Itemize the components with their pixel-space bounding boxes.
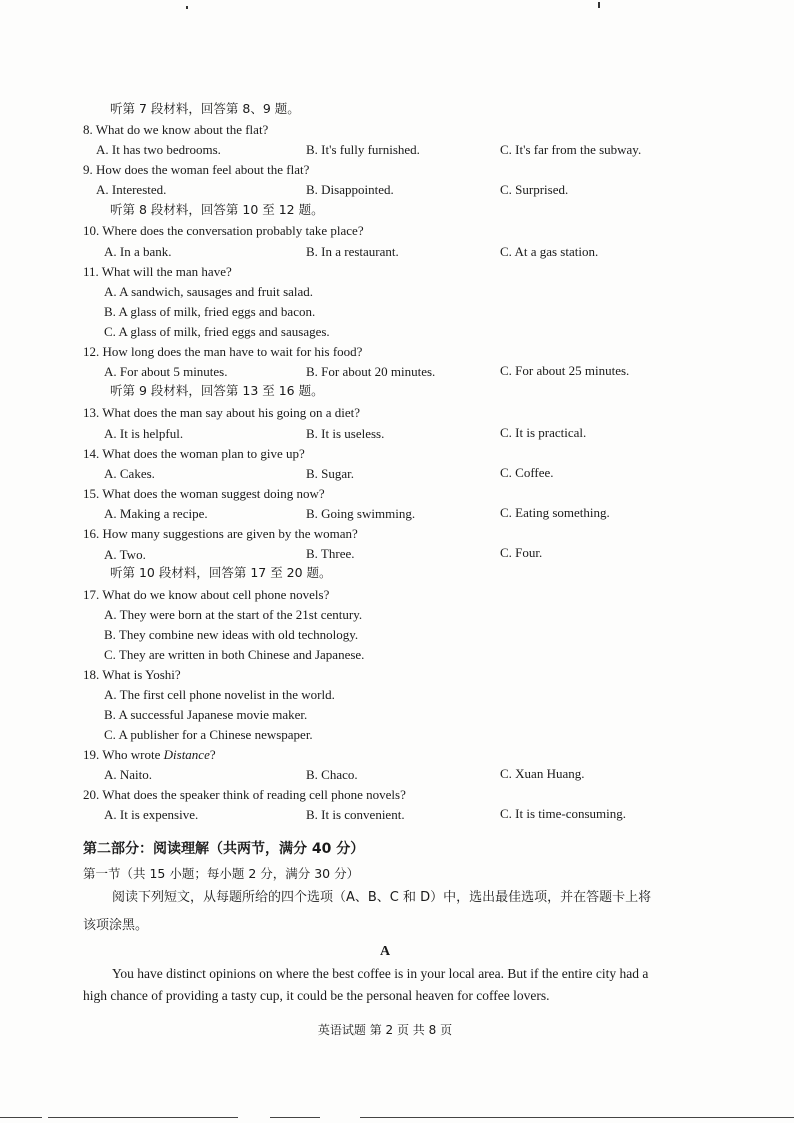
question-18-option-c: C. A publisher for a Chinese newspaper. xyxy=(104,727,313,742)
part-two-subtitle: 第一节（共 15 小题；每小题 2 分，满分 30 分） xyxy=(83,866,360,881)
question-19-option-a: A. Naito. xyxy=(104,767,153,782)
question-16-option-a: A. Two. xyxy=(104,547,146,562)
instruction-line-2: 该项涂黑。 xyxy=(83,918,149,933)
question-12-stem: 12. How long does the man have to wait for his food? xyxy=(83,344,363,359)
question-9-stem: 9. How does the woman feel about the flat? xyxy=(83,162,310,177)
question-18-option-a: A. The first cell phone novelist in the world. xyxy=(104,687,335,702)
question-10-option-b: B. In a restaurant. xyxy=(306,244,399,259)
scan-speck xyxy=(598,2,600,8)
section-10-heading: 听第 10 段材料，回答第 17 至 20 题。 xyxy=(110,565,332,580)
question-20-stem: 20. What does the speaker think of reading cell phone novels? xyxy=(83,787,406,802)
scan-edge-rule xyxy=(48,1117,238,1118)
question-11-option-a: A. A sandwich, sausages and fruit salad. xyxy=(104,284,314,299)
question-19-book-title: Distance xyxy=(163,747,210,762)
question-19-option-b: B. Chaco. xyxy=(306,767,358,782)
question-10-option-a: A. In a bank. xyxy=(104,244,172,259)
question-17-stem: 17. What do we know about cell phone novels? xyxy=(83,587,330,602)
section-9-heading: 听第 9 段材料，回答第 13 至 16 题。 xyxy=(110,383,324,398)
question-13-stem: 13. What does the man say about his going on a diet? xyxy=(83,405,361,420)
question-11-stem: 11. What will the man have? xyxy=(83,264,232,279)
question-15-stem: 15. What does the woman suggest doing now? xyxy=(83,486,325,501)
question-20-option-a: A. It is expensive. xyxy=(104,807,199,822)
question-8-option-b: B. It's fully furnished. xyxy=(306,142,420,157)
instruction-line-1: 阅读下列短文，从每题所给的四个选项（A、B、C 和 D）中，选出最佳选项，并在答题卡上将 xyxy=(112,890,652,905)
question-17-option-b: B. They combine new ideas with old technology. xyxy=(104,627,359,642)
question-17-option-c: C. They are written in both Chinese and Japanese. xyxy=(104,647,365,662)
question-12-option-c: C. For about 25 minutes. xyxy=(500,363,630,378)
question-20-option-b: B. It is convenient. xyxy=(306,807,405,822)
question-14-stem: 14. What does the woman plan to give up? xyxy=(83,446,305,461)
question-19-option-c: C. Xuan Huang. xyxy=(500,766,585,781)
scan-edge-rule xyxy=(0,1117,42,1118)
section-8-heading: 听第 8 段材料，回答第 10 至 12 题。 xyxy=(110,202,324,217)
question-18-stem: 18. What is Yoshi? xyxy=(83,667,181,682)
question-15-option-c: C. Eating something. xyxy=(500,505,610,520)
question-13-option-c: C. It is practical. xyxy=(500,425,587,440)
question-12-option-b: B. For about 20 minutes. xyxy=(306,364,436,379)
question-14-option-c: C. Coffee. xyxy=(500,465,554,480)
part-two-title: 第二部分：阅读理解（共两节，满分 40 分） xyxy=(83,841,365,857)
question-14-option-a: A. Cakes. xyxy=(104,466,155,481)
scan-edge-rule xyxy=(360,1117,794,1118)
question-8-option-c: C. It's far from the subway. xyxy=(500,142,642,157)
question-16-option-c: C. Four. xyxy=(500,545,543,560)
question-15-option-a: A. Making a recipe. xyxy=(104,506,208,521)
scan-edge-rule xyxy=(270,1117,320,1118)
question-12-option-a: A. For about 5 minutes. xyxy=(104,364,228,379)
question-18-option-b: B. A successful Japanese movie maker. xyxy=(104,707,308,722)
question-11-option-b: B. A glass of milk, fried eggs and bacon. xyxy=(104,304,316,319)
question-8-option-a: A. It has two bedrooms. xyxy=(96,142,221,157)
question-8-stem: 8. What do we know about the flat? xyxy=(83,122,269,137)
question-16-option-b: B. Three. xyxy=(306,546,355,561)
passage-line-2: high chance of providing a tasty cup, it could be the personal heaven for coffee lovers. xyxy=(83,988,550,1003)
question-10-stem: 10. Where does the conversation probably take place? xyxy=(83,223,364,238)
question-9-option-c: C. Surprised. xyxy=(500,182,569,197)
question-13-option-b: B. It is useless. xyxy=(306,426,385,441)
question-11-option-c: C. A glass of milk, fried eggs and sausages. xyxy=(104,324,330,339)
question-16-stem: 16. How many suggestions are given by the woman? xyxy=(83,526,358,541)
question-13-option-a: A. It is helpful. xyxy=(104,426,184,441)
section-7-heading: 听第 7 段材料，回答第 8、9 题。 xyxy=(110,101,300,116)
question-19-stem-post: ? xyxy=(209,747,216,762)
question-14-option-b: B. Sugar. xyxy=(306,466,355,481)
question-20-option-c: C. It is time-consuming. xyxy=(500,806,627,821)
question-19-stem-pre: 19. Who wrote xyxy=(83,747,164,762)
question-17-option-a: A. They were born at the start of the 21st century. xyxy=(104,607,363,622)
page-footer: 英语试题 第 2 页 共 8 页 xyxy=(317,1023,453,1037)
passage-line-1: You have distinct opinions on where the best coffee is in your local area. But if the entire city had a xyxy=(112,966,649,981)
passage-label: A xyxy=(379,944,391,959)
question-9-option-a: A. Interested. xyxy=(96,182,167,197)
scan-speck xyxy=(186,6,188,9)
question-10-option-c: C. At a gas station. xyxy=(500,244,599,259)
question-9-option-b: B. Disappointed. xyxy=(306,182,394,197)
question-19-stem xyxy=(83,747,216,762)
question-15-option-b: B. Going swimming. xyxy=(306,506,416,521)
